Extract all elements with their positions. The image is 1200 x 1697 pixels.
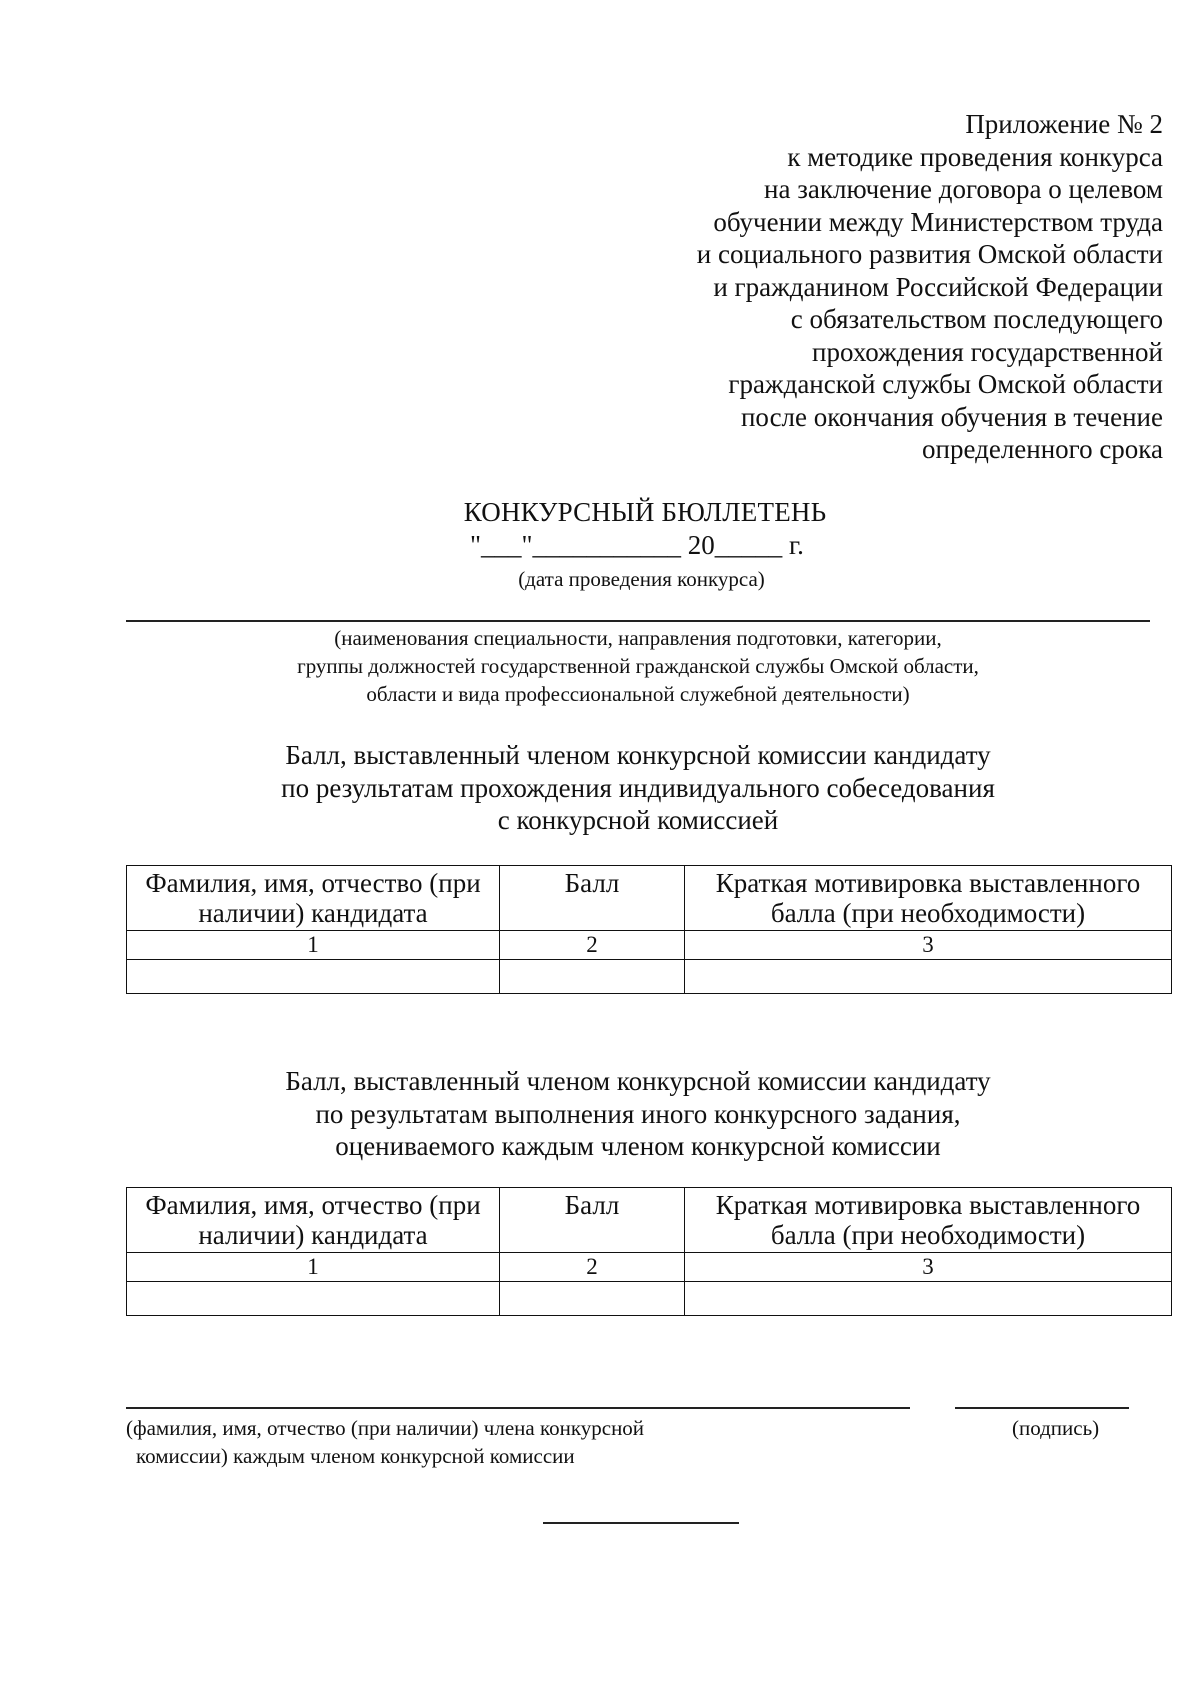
- column-header-motivation: Краткая мотивировка выставленного балла (при необходимости): [685, 866, 1172, 931]
- member-name-line[interactable]: [126, 1407, 910, 1409]
- member-name-caption: [126, 1414, 644, 1470]
- column-number: 1: [127, 931, 500, 960]
- motivation-cell[interactable]: [685, 1282, 1172, 1316]
- column-header-score: Балл: [500, 866, 685, 931]
- appendix-line: и гражданином Российской Федерации: [713, 271, 1163, 302]
- section1-heading-line: по результатам прохождения индивидуального собеседования: [281, 772, 995, 803]
- signature-caption: (подпись): [1012, 1416, 1100, 1440]
- specialty-caption-line: (наименования специальности, направления подготовки, категории,: [334, 626, 942, 650]
- appendix-line: на заключение договора о целевом: [764, 174, 1163, 204]
- table-number-row: [127, 1253, 1172, 1282]
- section2-heading: [126, 1065, 1150, 1163]
- section2-heading-line: оцениваемого каждым членом конкурсной комиссии: [335, 1131, 941, 1161]
- column-header-candidate: Фамилия, имя, отчество (при наличии) кандидата: [127, 866, 500, 931]
- table-header-row: [127, 866, 1172, 931]
- signature-line[interactable]: [955, 1407, 1129, 1409]
- section2-heading-line: по результатам выполнения иного конкурсного задания,: [315, 1098, 961, 1129]
- appendix-block: [543, 108, 1163, 466]
- date-caption: (дата проведения конкурса): [518, 567, 765, 591]
- section2-heading-line: Балл, выставленный членом конкурсной комиссии кандидату: [285, 1066, 991, 1096]
- column-header-score: Балл: [500, 1188, 685, 1253]
- candidate-name-cell[interactable]: [127, 960, 500, 994]
- table-number-row: [127, 931, 1172, 960]
- candidate-name-cell[interactable]: [127, 1282, 500, 1316]
- member-name-caption-line: (фамилия, имя, отчество (при наличии) члена конкурсной: [126, 1416, 645, 1440]
- appendix-line: к методике проведения конкурса: [787, 141, 1163, 172]
- column-number: 3: [685, 931, 1172, 960]
- member-name-caption-line: комиссии) каждым членом конкурсной комиссии: [136, 1444, 575, 1468]
- table-row: [127, 960, 1172, 994]
- section2-table: [126, 1187, 1172, 1316]
- table-header-row: [127, 1188, 1172, 1253]
- column-number: 1: [127, 1253, 500, 1282]
- specialty-field-line[interactable]: [126, 620, 1150, 622]
- column-header-motivation: Краткая мотивировка выставленного балла (при необходимости): [685, 1188, 1172, 1253]
- column-header-candidate: Фамилия, имя, отчество (при наличии) кандидата: [127, 1188, 500, 1253]
- closing-divider: [543, 1522, 739, 1524]
- appendix-line: и социального развития Омской области: [696, 239, 1163, 269]
- section1-table: [126, 865, 1172, 994]
- specialty-caption-line: области и вида профессиональной служебной деятельности): [366, 682, 910, 706]
- motivation-cell[interactable]: [685, 960, 1172, 994]
- ballot-title: КОНКУРСНЫЙ БЮЛЛЕТЕНЬ: [463, 497, 827, 527]
- appendix-line: с обязательством последующего: [790, 304, 1163, 334]
- appendix-line: прохождения государственной: [812, 336, 1163, 367]
- score-cell[interactable]: [500, 960, 685, 994]
- column-number: 3: [685, 1253, 1172, 1282]
- appendix-line: гражданской службы Омской области: [728, 369, 1163, 399]
- section1-heading-line: Балл, выставленный членом конкурсной комиссии кандидату: [285, 740, 991, 770]
- score-cell[interactable]: [500, 1282, 685, 1316]
- column-number: 2: [500, 931, 685, 960]
- appendix-line: после окончания обучения в течение: [740, 401, 1163, 432]
- section1-heading-line: с конкурсной комиссией: [497, 805, 779, 835]
- appendix-line: обучении между Министерством труда: [713, 206, 1163, 237]
- specialty-caption: [126, 624, 1150, 708]
- contest-date-field[interactable]: "___"___________ 20_____ г.: [470, 530, 804, 560]
- specialty-caption-line: группы должностей государственной гражданской службы Омской области,: [297, 654, 979, 678]
- appendix-line: Приложение № 2: [965, 109, 1163, 139]
- table-row: [127, 1282, 1172, 1316]
- appendix-line: определенного срока: [922, 434, 1163, 464]
- section1-heading: [126, 739, 1150, 837]
- column-number: 2: [500, 1253, 685, 1282]
